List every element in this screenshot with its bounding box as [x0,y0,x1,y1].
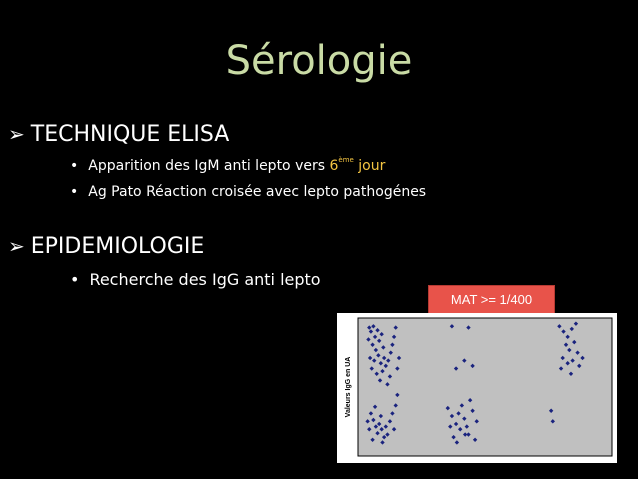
bullet-recherche-igg: • Recherche des IgG anti lepto [70,270,321,289]
plot-area [358,318,612,456]
y-axis-label: Valeurs IgG en UA [345,356,352,418]
arrow-bullet-icon: ➢ [8,234,25,258]
bullet-dot-icon: • [70,270,80,289]
bullet-igm: • Apparition des IgM anti lepto vers 6ème jour [70,156,386,174]
scatter-plot-panel [337,313,617,463]
section-heading-elisa: ➢ TECHNIQUE ELISA [8,122,230,147]
arrow-bullet-icon: ➢ [8,122,25,146]
slide-title: Sérologie [225,38,413,84]
section-heading-epidemiologie: ➢ EPIDEMIOLOGIE [8,234,205,259]
scatter-chart [337,313,617,463]
bullet-dot-icon: • [70,184,79,200]
bullet-ag-pato: • Ag Pato Réaction croisée avec lepto pathogénes [70,184,427,200]
mat-threshold-badge: MAT >= 1/400 [428,285,555,314]
bullet-dot-icon: • [70,158,79,174]
